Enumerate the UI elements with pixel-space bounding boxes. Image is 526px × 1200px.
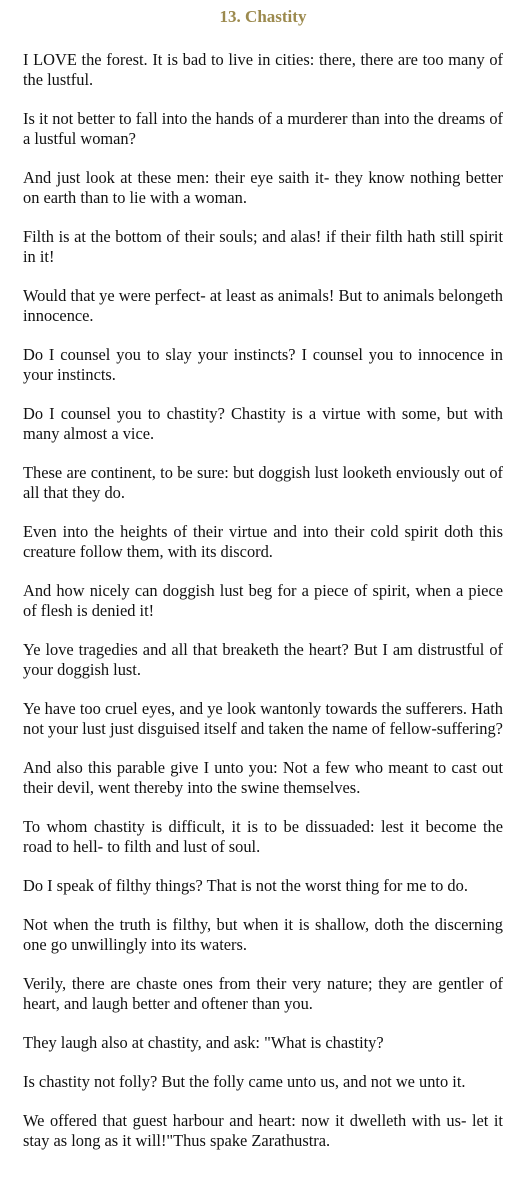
paragraph: Is it not better to fall into the hands of a murderer than into the dreams of a lustful woman? <box>23 109 503 148</box>
paragraph: Even into the heights of their virtue and into their cold spirit doth this creature follow them, with its discord. <box>23 522 503 561</box>
paragraph: Filth is at the bottom of their souls; and alas! if their filth hath still spirit in it! <box>23 227 503 266</box>
paragraph: Not when the truth is filthy, but when it is shallow, doth the discerning one go unwillingly into its waters. <box>23 915 503 954</box>
paragraph: Is chastity not folly? But the folly came unto us, and not we unto it. <box>23 1072 466 1091</box>
paragraph: Do I counsel you to chastity? Chastity is a virtue with some, but with many almost a vice. <box>23 404 503 443</box>
paragraph: Ye have too cruel eyes, and ye look wantonly towards the sufferers. Hath not your lust just disguised itself and taken the name of fellow-suffering? <box>23 699 503 738</box>
paragraph: I LOVE the forest. It is bad to live in cities: there, there are too many of the lustful. <box>23 50 503 89</box>
paragraph: Would that ye were perfect- at least as animals! But to animals belongeth innocence. <box>23 286 503 325</box>
paragraph: Do I speak of filthy things? That is not the worst thing for me to do. <box>23 876 468 895</box>
chapter-title: 13. Chastity <box>219 7 307 26</box>
paragraph: Do I counsel you to slay your instincts? I counsel you to innocence in your instincts. <box>23 345 503 384</box>
paragraph: We offered that guest harbour and heart: now it dwelleth with us- let it stay as long as it will!"Thus spake Zarathustra. <box>23 1111 503 1150</box>
paragraph: Verily, there are chaste ones from their very nature; they are gentler of heart, and laugh better and oftener than you. <box>23 974 503 1013</box>
paragraph: To whom chastity is difficult, it is to be dissuaded: lest it become the road to hell- to filth and lust of soul. <box>23 817 503 856</box>
paragraph: They laugh also at chastity, and ask: "What is chastity? <box>23 1033 384 1052</box>
paragraph: Ye love tragedies and all that breaketh the heart? But I am distrustful of your doggish lust. <box>23 640 503 679</box>
paragraph: These are continent, to be sure: but doggish lust looketh enviously out of all that they do. <box>23 463 503 502</box>
paragraph: And also this parable give I unto you: Not a few who meant to cast out their devil, went thereby into the swine themselves. <box>23 758 503 797</box>
paragraph: And just look at these men: their eye saith it- they know nothing better on earth than to lie with a woman. <box>23 168 503 207</box>
chapter-body <box>23 50 503 1151</box>
paragraph: And how nicely can doggish lust beg for a piece of spirit, when a piece of flesh is denied it! <box>23 581 503 620</box>
